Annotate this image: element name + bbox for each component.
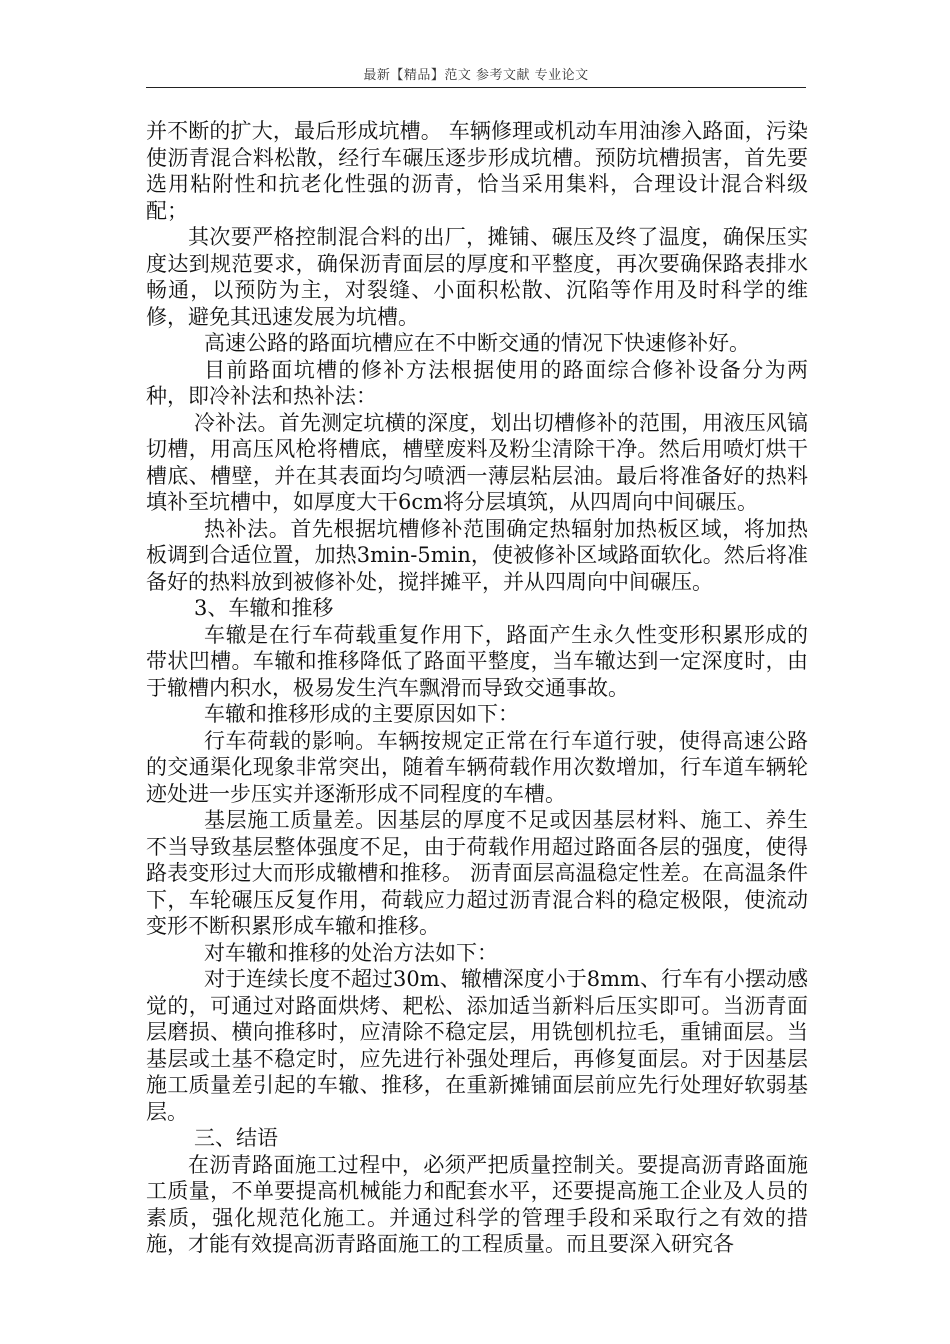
- paragraph: 热补法。首先根据坑槽修补范围确定热辐射加热板区域，将加热板调到合适位置，加热3min-5min，使被修补区域路面软化。然后将准备好的热料放到被修补处，搅拌摊平，并从四周向中间碾压。: [146, 516, 808, 594]
- paragraph: 对于连续长度不超过30m、辙槽深度小于8mm、行车有小摆动感觉的，可通过对路面烘烤、耙松、添加适当新料后压实即可。当沥青面层磨损、横向推移时，应清除不稳定层，用铣刨机拉毛，重铺面层。当基层或土基不稳定时，应先进行补强处理后，再修复面层。对于因基层施工质量差引起的车辙、推移，在重新摊铺面层前应先行处理好软弱基层。: [146, 967, 808, 1124]
- section-heading: 三、结语: [194, 1126, 278, 1150]
- paragraph: 行车荷载的影响。车辆按规定正常在行车道行驶，使得高速公路的交通渠化现象非常突出，随着车辆荷载作用次数增加，行车道车辆轮迹处进一步压实并逐渐形成不同程度的车槽。: [146, 728, 808, 806]
- section-heading: 3、车辙和推移: [194, 596, 334, 620]
- document-body: [146, 118, 808, 1258]
- paragraph: 对车辙和推移的处治方法如下：: [204, 940, 498, 965]
- paragraph: 车辙是在行车荷载重复作用下，路面产生永久性变形积累形成的带状凹槽。车辙和推移降低了路面平整度，当车辙达到一定深度时，由于辙槽内积水，极易发生汽车飘滑而导致交通事故。: [146, 622, 808, 700]
- paragraph: 车辙和推移形成的主要原因如下：: [204, 702, 519, 726]
- paragraph: 基层施工质量差。因基层的厚度不足或因基层材料、施工、养生不当导致基层整体强度不足，由于荷载作用超过路面各层的强度，使得路表变形过大而形成辙槽和推移。 沥青面层高温稳定性差。在高温条件下，车轮碾压反复作用，荷载应力超过沥青混合料的稳定极限，使流动变形不断积累形成车辙和推移。: [146, 808, 808, 938]
- paragraph: 其次要严格控制混合料的出厂，摊铺、碾压及终了温度，确保压实度达到规范要求，确保沥青面层的厚度和平整度，再次要确保路表排水畅通，以预防为主，对裂缝、小面积松散、沉陷等作用及时科学的维修，避免其迅速发展为坑槽。: [146, 225, 808, 329]
- paragraph: 目前路面坑槽的修补方法根据使用的路面综合修补设备分为两种，即冷补法和热补法：: [146, 357, 808, 408]
- header-divider: [146, 87, 806, 88]
- paragraph: 并不断的扩大，最后形成坑槽。 车辆修理或机动车用油渗入路面，污染使沥青混合料松散，经行车碾压逐步形成坑槽。预防坑槽损害，首先要选用粘附性和抗老化性强的沥青，恰当采用集料，合理设计混合料级配；: [146, 119, 808, 223]
- paragraph: 高速公路的路面坑槽应在不中断交通的情况下快速修补好。: [204, 331, 750, 355]
- paragraph: 在沥青路面施工过程中，必须严把质量控制关。要提高沥青路面施工质量，不单要提高机械能力和配套水平，还要提高施工企业及人员的素质，强化规范化施工。并通过科学的管理手段和采取行之有效的措施，才能有效提高沥青路面施工的工程质量。而且要深入研究各: [146, 1152, 808, 1256]
- paragraph: 冷补法。首先测定坑横的深度，划出切槽修补的范围，用液压风镐切槽，用高压风枪将槽底，槽壁废料及粉尘清除干净。然后用喷灯烘干槽底、槽壁，并在其表面均匀喷洒一薄层粘层油。最后将准备好的热料填补至坑槽中，如厚度大干6cm将分层填筑，从四周向中间碾压。: [146, 410, 808, 514]
- page-header: 最新【精品】范文 参考文献 专业论文: [363, 68, 589, 83]
